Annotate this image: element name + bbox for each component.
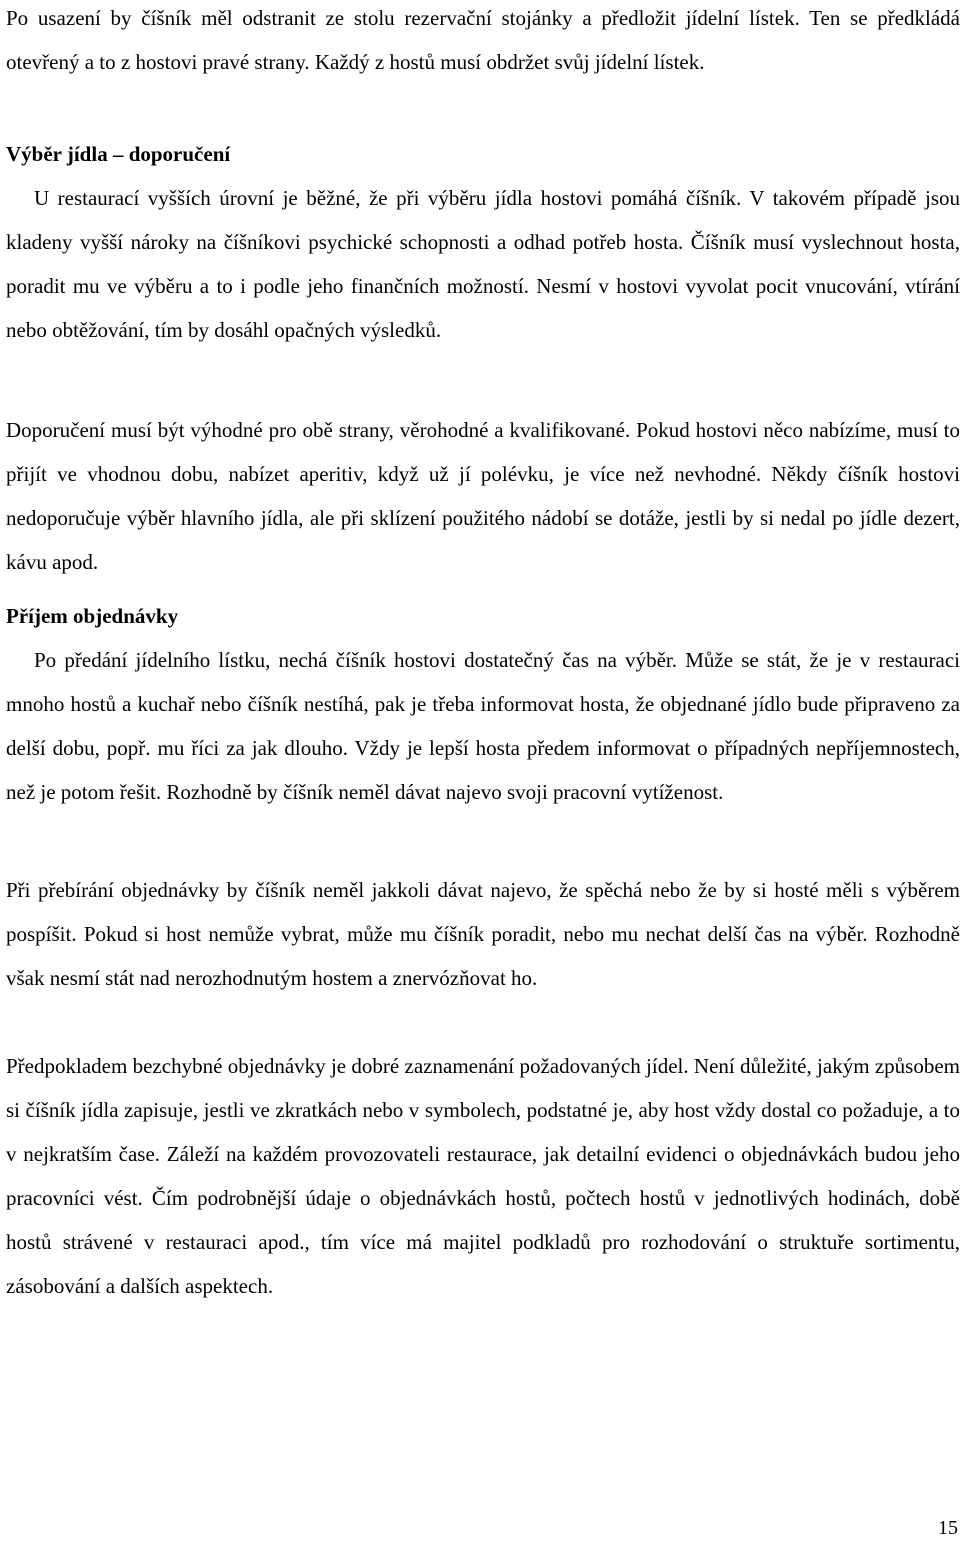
paragraph-order-recording: Předpokladem bezchybné objednávky je dobré zaznamenání požadovaných jídel. Není důležité, jakým způsobem si číšník jídla zapisuje, jestli ve zkratkách nebo v symbolech, podstatné je, aby host vždy dostal co požaduje, a to v nejkratším čase. Záleží na každém provozovateli restaurace, jak detailní evidenci o objednávkách budou jeho pracovníci vést. Čím podrobnější údaje o objednávkách hostů, počtech hostů v jednotlivých hodinách, době hostů strávené v restauraci apod., tím více má majitel podkladů pro rozhodování o struktuře sortimentu, zásobování a dalších aspektech. xyxy=(6,1054,960,1298)
heading-meal-selection: Výběr jídla – doporučení xyxy=(6,142,231,166)
paragraph-waiter-assistance: U restaurací vyšších úrovní je běžné, že při výběru jídla hostovi pomáhá číšník. V takovém případě jsou kladeny vyšší nároky na číšníkovi psychické schopnosti a odhad potřeb hosta. Číšník musí vyslechnout hosta, poradit mu ve výběru a to i podle jeho finančních možností. Nesmí v hostovi vyvolat pocit vnucování, vtírání nebo obtěžování, tím by dosáhl opačných výsledků. xyxy=(6,186,960,342)
paragraph-order-receiving: Při přebírání objednávky by číšník neměl jakkoli dávat najevo, že spěchá nebo že by si hosté měli s výběrem pospíšit. Pokud si host nemůže vybrat, může mu číšník poradit, nebo mu nechat delší čas na výběr. Rozhodně však nesmí stát nad nerozhodnutým hostem a znervózňovat ho. xyxy=(6,878,960,990)
paragraph-serving-menu: Po usazení by číšník měl odstranit ze stolu rezervační stojánky a předložit jídelní lístek. Ten se předkládá otevřený a to z hostovi pravé strany. Každý z hostů musí obdržet svůj jídelní lístek. xyxy=(6,6,960,74)
paragraph-recommendation: Doporučení musí být výhodné pro obě strany, věrohodné a kvalifikované. Pokud hostovi něco nabízíme, musí to přijít ve vhodnou dobu, nabízet aperitiv, když už jí polévku, je více než nevhodné. Někdy číšník hostovi nedoporučuje výběr hlavního jídla, ale při sklízení použitého nádobí se dotáže, jestli by si nedal po jídle dezert, kávu apod. xyxy=(6,418,960,574)
page-number: 15 xyxy=(938,1517,958,1539)
paragraph-order-time: Po předání jídelního lístku, nechá číšník hostovi dostatečný čas na výběr. Může se stát, že je v restauraci mnoho hostů a kuchař nebo číšník nestíhá, pak je třeba informovat hosta, že objednané jídlo bude připraveno za delší dobu, popř. mu říci za jak dlouho. Vždy je lepší hosta předem informovat o případných nepříjemnostech, než je potom řešit. Rozhodně by číšník neměl dávat najevo svoji pracovní vytíženost. xyxy=(6,648,960,804)
heading-order-taking: Příjem objednávky xyxy=(6,604,179,628)
